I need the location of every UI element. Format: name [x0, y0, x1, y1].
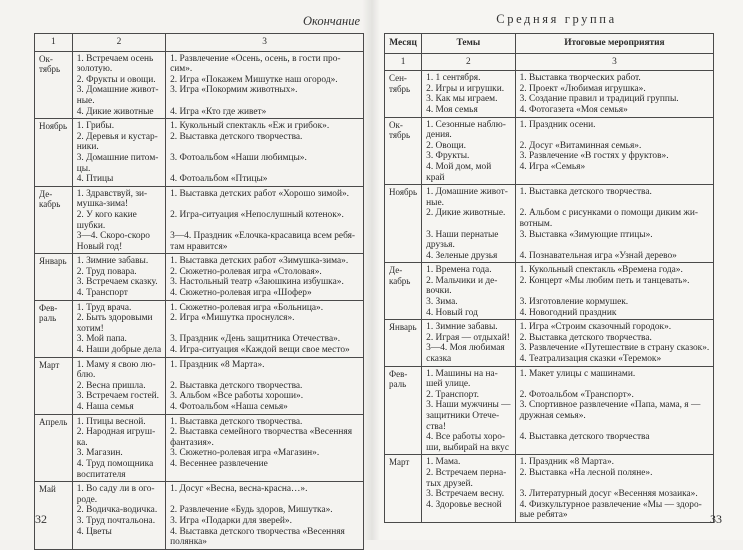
events-cell: [166, 51, 364, 119]
themes-cell: [72, 414, 165, 482]
events-cell: [166, 119, 364, 187]
event-text: 3. Настольный театр «Заюшкина избушка».: [170, 277, 344, 288]
table-row: [35, 51, 364, 119]
themes-cell: [422, 117, 515, 185]
table-body: [385, 71, 714, 523]
event-text: [520, 130, 710, 141]
month-cell: [35, 254, 73, 300]
event-text: 4. Игра «Семья»: [519, 161, 586, 172]
theme-text: 1. 1 сентября.: [426, 73, 481, 84]
event-text: 1. Кукольный спектакль «Времена года».: [519, 265, 683, 276]
month-cell: [385, 320, 422, 366]
month-label: Март: [39, 359, 60, 370]
event-text: дружная семья».: [519, 411, 586, 421]
events-cell: [515, 71, 714, 117]
month-label: тябрь: [389, 130, 411, 141]
table-row: [35, 254, 364, 300]
event-text: [170, 142, 359, 153]
table-row: [35, 186, 364, 254]
event-text: 1. Праздник осени.: [519, 119, 596, 130]
theme-text: золотую.: [76, 64, 113, 75]
event-text: 4. Весеннее развлечение: [170, 458, 268, 469]
header-events: Итоговые мероприятия: [515, 34, 714, 54]
theme-text: 2. Народная игруш-: [76, 427, 156, 438]
event-text: 1. Праздник «8 Марта».: [519, 457, 614, 468]
month-cell: [35, 357, 73, 414]
event-text: [520, 240, 710, 251]
theme-text: 3. Зима.: [426, 297, 458, 308]
month-label: Май: [39, 484, 56, 495]
events-cell: [515, 185, 714, 263]
theme-text: воспитателя: [76, 469, 126, 480]
theme-text: 4. Здоровье весной: [426, 499, 502, 510]
month-cell: [385, 185, 422, 263]
theme-text: 3. Встречаем гостей.: [76, 391, 159, 402]
theme-text: 1. Домашние живот-: [426, 187, 508, 198]
event-text: 3. Литературный досуг «Весенняя мозаика».: [519, 489, 698, 500]
plan-table-continued: [34, 33, 364, 550]
theme-text: ка.: [76, 437, 88, 448]
event-text: 4. Физкультурное развлечение «Мы — здоро-: [519, 499, 702, 510]
event-text: 2. Выставка семейного творчества «Весенняя: [170, 427, 353, 438]
header-themes: Темы: [422, 34, 515, 54]
event-text: [170, 495, 359, 506]
event-text: 1. Праздник «8 Марта».: [170, 359, 265, 370]
event-text: вые ребята»: [519, 510, 568, 521]
event-text: 3. Изготовление кормушек.: [519, 297, 629, 308]
event-text: 1. Сюжетно-ролевая игра «Больница».: [170, 302, 324, 313]
month-label: раль: [39, 313, 57, 324]
event-text: 1. Досуг «Весна, весна-красна…».: [170, 484, 308, 495]
month-label: тябрь: [39, 64, 61, 75]
theme-text: цы.: [76, 163, 91, 174]
event-text: 3. Развлечение «В гостях у фруктов».: [519, 151, 669, 162]
event-text: 4. Фотоальбом «Птицы»: [170, 174, 268, 185]
event-text: фантазия».: [170, 437, 214, 448]
theme-text: 2. Игры и игрушки.: [426, 83, 505, 94]
theme-text: друзья.: [426, 240, 455, 251]
table-row: [385, 185, 714, 263]
event-text: 2. Досуг «Витаминная семья».: [519, 140, 642, 151]
month-label: Ок-: [389, 119, 403, 130]
events-cell: [166, 186, 364, 254]
events-cell: [515, 320, 714, 366]
month-label: Январь: [39, 256, 67, 267]
event-text: 2. Игра «Мишутка проснулся».: [170, 313, 295, 324]
theme-text: вочки.: [426, 286, 452, 297]
theme-text: 4. Все работы хоро-: [426, 432, 506, 443]
column-number: 3: [166, 34, 364, 52]
event-text: 2. Игра «Покажем Мишутке наш огород».: [170, 74, 338, 85]
event-text: 4. Сюжетно-ролевая игра «Шофер»: [170, 288, 312, 299]
event-text: 1. Выставка детских работ «Зимушка-зима».: [170, 256, 349, 267]
event-text: 2. Выставка «На лесной поляне».: [519, 467, 653, 478]
theme-text: роде.: [76, 494, 98, 505]
event-text: 2. Проект «Любимая игрушка».: [519, 83, 646, 94]
event-text: 3. Сюжетно-ролевая игра «Магазин».: [170, 448, 320, 459]
theme-text: 4. Цветы: [76, 526, 112, 537]
event-text: вотным.: [519, 218, 553, 229]
theme-text: ства!: [426, 421, 447, 432]
month-cell: [35, 119, 73, 187]
theme-text: 2. Весна пришла.: [76, 380, 146, 391]
event-text: 1. Выставка детских работ «Хорошо зимой».: [170, 188, 350, 199]
event-text: 3. Спортивное развлечение «Папа, мама, я —: [519, 400, 701, 411]
event-text: 1. Выставка творческих работ.: [519, 73, 641, 84]
event-text: 3. Создание правил и традиций группы.: [519, 94, 679, 105]
event-text: 3. Игра «Покормим животных».: [170, 85, 298, 96]
month-label: Январь: [389, 322, 417, 333]
month-cell: [35, 51, 73, 119]
event-text: 3. Праздник «День защитника Отечества».: [170, 334, 341, 345]
month-label: Фев-: [389, 368, 408, 379]
theme-text: 2. У кого какие: [76, 209, 137, 220]
table-row: [385, 455, 714, 523]
theme-text: 2. Деревья и кустар-: [76, 131, 158, 142]
event-text: 3—4. Праздник «Елочка-красавица всем ребя-: [170, 231, 356, 242]
table-row: [385, 263, 714, 320]
table-row: [35, 414, 364, 482]
theme-text: Новый год!: [76, 241, 123, 252]
theme-text: 3. Домашние питом-: [76, 152, 159, 163]
theme-text: 4. Новый год: [426, 307, 478, 318]
event-text: 1. Выставка детского творчества.: [519, 187, 652, 198]
theme-text: шей улице.: [426, 379, 471, 390]
event-text: 1. Выставка детского творчества.: [170, 416, 303, 427]
theme-text: 1. Труд врача.: [76, 302, 132, 313]
events-cell: [515, 263, 714, 320]
header-month: Месяц: [385, 34, 422, 54]
theme-text: 1. Маму я свою лю-: [76, 359, 156, 370]
theme-text: 1. Здравствуй, зи-: [76, 188, 148, 199]
events-cell: [515, 366, 714, 455]
theme-text: [426, 219, 510, 230]
event-text: 3. Фотоальбом «Наши любимцы».: [170, 152, 307, 163]
month-cell: [385, 366, 422, 455]
theme-text: 4. Мой дом, мой: [426, 161, 492, 172]
theme-text: 2. Овощи.: [426, 140, 466, 151]
event-text: 4. Фотогазета «Моя семья»: [519, 104, 628, 115]
theme-text: 1. Птицы весной.: [76, 416, 146, 427]
theme-text: 1. Зимние забавы.: [76, 256, 149, 267]
page-32: [0, 0, 370, 548]
month-cell: [385, 455, 422, 523]
theme-text: 3. Труд почтальона.: [76, 515, 156, 526]
column-number-row: [35, 34, 364, 52]
theme-text: 4. Зеленые друзья: [426, 250, 498, 261]
theme-text: 2. Мальчики и де-: [426, 275, 498, 286]
event-text: 4. Выставка детского творчества «Весенняя: [170, 526, 345, 537]
month-cell: [385, 263, 422, 320]
page-33: [370, 0, 743, 540]
month-label: Фев-: [39, 302, 58, 313]
event-text: 4. Фотоальбом «Наша семья»: [170, 402, 288, 412]
events-cell: [166, 414, 364, 482]
theme-text: 1. Встречаем осень: [76, 53, 154, 64]
month-cell: [35, 414, 73, 482]
event-text: [170, 164, 359, 175]
month-label: Де-: [39, 188, 53, 199]
event-text: 2. Альбом с рисунками о помощи диким жи-: [519, 208, 699, 219]
table-row: [385, 320, 714, 366]
theme-text: 3. Мой папа.: [76, 334, 127, 345]
column-number: 3: [515, 53, 714, 71]
themes-cell: [422, 366, 515, 455]
table-row: [385, 117, 714, 185]
page-number: 33: [710, 512, 722, 526]
theme-text: ные.: [76, 95, 95, 106]
table-row: [35, 482, 364, 550]
event-text: там нравится»: [170, 241, 228, 252]
theme-text: сказка: [426, 354, 452, 365]
event-text: [520, 422, 710, 433]
events-cell: [515, 455, 714, 523]
theme-text: край: [426, 172, 445, 183]
theme-text: 3. Магазин.: [76, 448, 123, 459]
theme-text: 4. Птицы: [76, 174, 114, 185]
month-label: Ноябрь: [39, 121, 68, 132]
themes-cell: [72, 254, 165, 300]
theme-text: хотим!: [76, 323, 104, 334]
themes-cell: [72, 186, 165, 254]
event-text: 3. Игра «Подарки для зверей».: [170, 515, 292, 526]
event-text: [170, 221, 359, 232]
theme-text: 3. Как мы играем.: [426, 94, 498, 105]
theme-text: 1. Сезонные наблю-: [426, 119, 506, 130]
theme-text: 1. Времена года.: [426, 265, 492, 276]
event-text: 2. Выставка детского творчества.: [170, 131, 303, 142]
event-text: 4. Игра «Кто где живет»: [170, 106, 267, 117]
theme-text: 3. Домашние живот-: [76, 85, 159, 96]
theme-text: 1. Грибы.: [76, 121, 115, 132]
event-text: 1. Игра «Строим сказочный городок».: [519, 322, 672, 333]
theme-text: 2. Быть здоровыми: [76, 313, 153, 324]
month-label: Март: [389, 457, 410, 468]
event-text: [520, 379, 710, 390]
month-label: Де-: [389, 265, 403, 276]
month-label: Апрель: [39, 416, 68, 427]
events-cell: [166, 482, 364, 550]
events-cell: [166, 357, 364, 414]
month-label: тябрь: [389, 83, 411, 94]
theme-text: 3—4. Скоро-скоро: [76, 231, 150, 242]
theme-text: 3. Фрукты.: [426, 151, 470, 162]
column-number: 2: [422, 53, 515, 71]
column-number: 1: [385, 53, 422, 71]
month-label: Ок-: [39, 53, 53, 64]
theme-text: 1. Машины на на-: [426, 368, 498, 379]
theme-text: 2. Играя — отдыхай!: [426, 332, 510, 343]
month-label: кабрь: [389, 275, 411, 286]
event-text: 2. Сюжетно-ролевая игра «Столовая».: [170, 266, 322, 277]
month-label: Сен-: [389, 73, 407, 84]
column-number: 2: [72, 34, 165, 52]
event-text: 1. Макет улицы с машинами.: [519, 368, 636, 379]
themes-cell: [422, 455, 515, 523]
theme-text: ши, выбирай на вкус: [426, 442, 510, 453]
column-number: 1: [35, 34, 73, 52]
events-cell: [515, 117, 714, 185]
theme-text: 2. Дикие животные.: [426, 208, 506, 219]
event-text: 3. Альбом «Все работы хороши».: [170, 391, 304, 402]
event-text: 4. Игра-ситуация «Каждой вещи свое место»: [170, 345, 350, 356]
theme-text: 4. Транспорт: [76, 288, 128, 299]
theme-text: 4. Дикие животные: [76, 106, 154, 117]
themes-cell: [72, 357, 165, 414]
table-row: [35, 119, 364, 187]
event-text: 4. Познавательная игра «Узнай дерево»: [519, 250, 677, 261]
theme-text: блю.: [76, 370, 96, 381]
themes-cell: [422, 71, 515, 117]
month-cell: [35, 186, 73, 254]
event-text: 2. Выставка детского творчества.: [519, 332, 652, 343]
theme-text: 4. Моя семья: [426, 104, 478, 115]
themes-cell: [72, 300, 165, 357]
event-text: сим».: [170, 64, 193, 75]
theme-text: 4. Наша семья: [76, 402, 134, 412]
table-row: [35, 357, 364, 414]
month-label: Ноябрь: [389, 187, 418, 198]
event-text: 4. Выставка детского творчества: [519, 432, 650, 443]
table-row: [385, 366, 714, 455]
theme-text: 2. Фрукты и овощи.: [76, 74, 156, 85]
month-label: раль: [389, 379, 407, 390]
event-text: 3. Развлечение «Путешествие в страну сказок».: [519, 343, 710, 354]
event-text: [170, 199, 359, 210]
event-text: 2. Игра-ситуация «Непослушный котенок».: [170, 209, 344, 220]
event-text: 2. Развлечение «Будь здоров, Мишутка».: [170, 505, 333, 516]
plan-table-middle-group: [384, 33, 714, 523]
event-text: 3. Выставка «Зимующие птицы».: [519, 229, 653, 240]
theme-text: 3. Наши пернатые: [426, 229, 499, 240]
theme-text: мушка-зима!: [76, 199, 129, 210]
theme-text: 4. Наши добрые дела: [76, 345, 162, 356]
event-text: 2. Фотоальбом «Транспорт».: [519, 389, 634, 400]
events-cell: [166, 300, 364, 357]
event-text: 1. Кукольный спектакль «Еж и грибок».: [170, 121, 330, 132]
month-cell: [385, 117, 422, 185]
table-body: [35, 51, 364, 549]
running-head: Окончание: [302, 14, 360, 28]
theme-text: 1. Зимние забавы.: [426, 322, 498, 333]
column-number-row: [385, 53, 714, 71]
page-number: 32: [35, 512, 47, 526]
theme-text: 4. Труд помощника: [76, 458, 154, 469]
theme-text: 1. Мама.: [426, 457, 461, 468]
themes-cell: [422, 320, 515, 366]
table-row: [385, 71, 714, 117]
theme-text: 2. Труд повара.: [76, 266, 137, 277]
theme-text: ные.: [426, 197, 444, 208]
event-text: [170, 370, 359, 381]
event-text: [520, 198, 710, 209]
month-label: кабрь: [39, 199, 61, 210]
running-head: Средняя группа: [496, 12, 617, 26]
event-text: [170, 324, 359, 335]
event-text: 4. Новогодний праздник: [519, 307, 617, 318]
event-text: [520, 286, 710, 297]
theme-text: 3. Встречаем весну.: [426, 489, 505, 500]
event-text: [170, 96, 359, 107]
theme-text: 2. Встречаем перна-: [426, 467, 507, 478]
theme-text: шубки.: [76, 220, 106, 231]
theme-text: 3—4. Моя любимая: [426, 343, 505, 354]
header-row: [385, 34, 714, 54]
themes-cell: [422, 185, 515, 263]
theme-text: защитники Отече-: [426, 411, 500, 421]
events-cell: [166, 254, 364, 300]
event-text: 2. Концерт «Мы любим петь и танцевать».: [519, 275, 690, 286]
theme-text: 2. Водичка-водичка.: [76, 505, 158, 516]
themes-cell: [72, 119, 165, 187]
theme-text: дения.: [426, 130, 452, 141]
themes-cell: [72, 482, 165, 550]
event-text: 4. Театрализация сказки «Теремок»: [519, 354, 662, 365]
month-cell: [35, 300, 73, 357]
event-text: [520, 479, 710, 490]
theme-text: 1. Во саду ли в ого-: [76, 484, 155, 495]
month-cell: [385, 71, 422, 117]
event-text: 1. Развлечение «Осень, осень, в гости про-: [170, 53, 341, 64]
theme-text: 3. Встречаем сказку.: [76, 277, 158, 288]
theme-text: 2. Транспорт.: [426, 389, 479, 400]
themes-cell: [72, 51, 165, 119]
table-row: [35, 300, 364, 357]
theme-text: тых друзей.: [426, 478, 473, 489]
event-text: 2. Выставка детского творчества.: [170, 380, 303, 391]
theme-text: ники.: [76, 142, 99, 153]
event-text: полянка»: [170, 537, 207, 548]
themes-cell: [422, 263, 515, 320]
theme-text: 3. Наши мужчины —: [426, 400, 511, 411]
